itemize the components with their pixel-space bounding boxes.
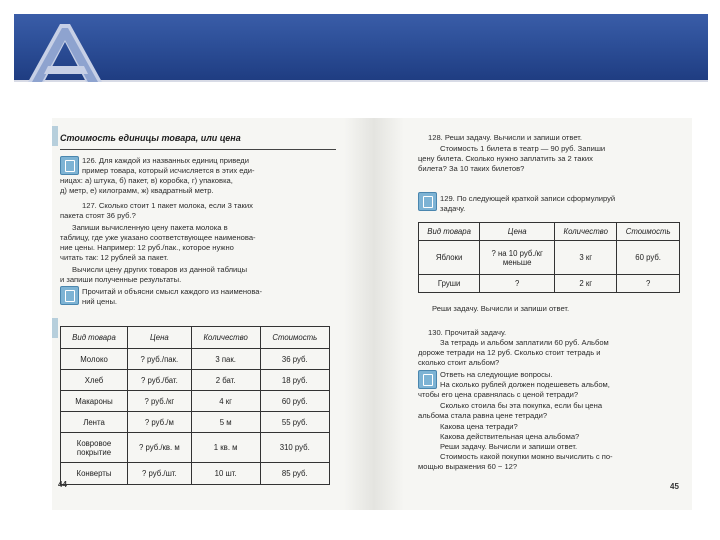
price-table <box>60 326 330 485</box>
table-row <box>61 463 330 485</box>
task-127-line: читать так: 12 рублей за пакет. <box>60 253 169 262</box>
cell: ? <box>617 275 680 293</box>
cell: Молоко <box>61 349 128 370</box>
task-127-line: ний цены. <box>82 297 118 306</box>
table-row <box>61 412 330 433</box>
margin-mark <box>52 126 58 146</box>
table-row <box>61 433 330 463</box>
cell: 1 кв. м <box>191 433 260 463</box>
task-130-line: альбома стала равна цене тетради? <box>418 411 548 420</box>
cell: Яблоки <box>419 241 480 275</box>
task-130-line: За тетрадь и альбом заплатили 60 руб. Альбом <box>440 338 609 347</box>
task-130-line: Реши задачу. Вычисли и запиши ответ. <box>440 442 578 451</box>
task-130-line: дороже тетради на 12 руб. Сколько стоит тетрадь и <box>418 348 601 357</box>
cell: 3 пак. <box>191 349 260 370</box>
cell: 2 бат. <box>191 370 260 391</box>
task-127-line: 127. Сколько стоит 1 пакет молока, если 3 таких <box>82 201 253 210</box>
task-127-line: таблицу, где уже указано соответствующее наименова- <box>60 233 256 242</box>
task-128-line: 128. Реши задачу. Вычисли и запиши ответ. <box>428 133 583 142</box>
column-header: Вид товара <box>61 327 128 349</box>
cell: Груши <box>419 275 480 293</box>
table-row <box>61 349 330 370</box>
discuss-icon <box>60 286 79 305</box>
task-129-line: 129. По следующей краткой записи сформулируй <box>440 194 616 203</box>
header-banner <box>0 0 720 84</box>
column-header: Стоимость <box>617 223 680 241</box>
cell: 18 руб. <box>260 370 329 391</box>
question-icon <box>418 370 437 389</box>
cell: ? руб./шт. <box>128 463 192 485</box>
task-126-line: 126. Для каждой из названных единиц приведи <box>82 156 249 165</box>
cell: Конверты <box>61 463 128 485</box>
cell: Макароны <box>61 391 128 412</box>
cell: 3 кг <box>555 241 617 275</box>
column-header: Цена <box>480 223 555 241</box>
cell: ? на 10 руб./кг меньше <box>480 241 555 275</box>
cell: ? руб./пак. <box>128 349 192 370</box>
table-row <box>419 275 680 293</box>
task-130-line: Какова действительная цена альбома? <box>440 432 580 441</box>
table-row <box>61 391 330 412</box>
task-129-line: задачу. <box>440 204 466 213</box>
table-row <box>419 241 680 275</box>
table-row <box>61 370 330 391</box>
section-title: Стоимость единицы товара, или цена <box>60 133 241 143</box>
task-127-line: Прочитай и объясни смысл каждого из наименова- <box>82 287 263 296</box>
cell: ? <box>480 275 555 293</box>
column-header: Количество <box>555 223 617 241</box>
column-header: Цена <box>128 327 192 349</box>
task-127-line: и запиши полученные результаты. <box>60 275 182 284</box>
apples-pears-table <box>418 222 680 293</box>
task-130-line: Ответь на следующие вопросы. <box>440 370 553 379</box>
task-126-line: ницах: а) штука, б) пакет, в) коробка, г) упаковка, <box>60 176 233 185</box>
task-126-line: пример товара, который исчисляется в этих еди- <box>82 166 255 175</box>
task-icon <box>418 192 437 211</box>
cell: 10 шт. <box>191 463 260 485</box>
cell: ? руб./бат. <box>128 370 192 391</box>
task-130-line: чтобы его цена сравнялась с ценой тетради? <box>418 390 579 399</box>
task-126-line: д) метр, е) килограмм, ж) квадратный метр. <box>60 186 214 195</box>
cell: Хлеб <box>61 370 128 391</box>
task-127-line: Вычисли цену других товаров из данной таблицы <box>72 265 248 274</box>
task-128-line: цену билета. Сколько нужно заплатить за 2 таких <box>418 154 593 163</box>
task-130-line: 130. Прочитай задачу. <box>428 328 507 337</box>
cell: 36 руб. <box>260 349 329 370</box>
cell: 85 руб. <box>260 463 329 485</box>
cell: 60 руб. <box>617 241 680 275</box>
textbook-page-right <box>404 118 692 510</box>
cell: 310 руб. <box>260 433 329 463</box>
task-icon <box>60 156 79 175</box>
banner-bar <box>14 14 708 82</box>
task-130-line: мощью выражения 60 − 12? <box>418 462 518 471</box>
cell: Лента <box>61 412 128 433</box>
task-130-line: Стоимость какой покупки можно вычислить с по- <box>440 452 613 461</box>
task-127-line: Запиши вычисленную цену пакета молока в <box>72 223 228 232</box>
cell: ? руб./кг <box>128 391 192 412</box>
margin-mark <box>52 318 58 338</box>
page-number: 44 <box>58 480 67 489</box>
cell: 5 м <box>191 412 260 433</box>
heading-rule <box>60 149 336 150</box>
task-129-instruction: Реши задачу. Вычисли и запиши ответ. <box>432 304 570 313</box>
task-130-line: Какова цена тетради? <box>440 422 518 431</box>
task-130-line: сколько стоит альбом? <box>418 358 500 367</box>
task-128-line: билета? За 10 таких билетов? <box>418 164 525 173</box>
page-number: 45 <box>670 482 679 491</box>
cell: 2 кг <box>555 275 617 293</box>
cell: ? руб./м <box>128 412 192 433</box>
task-130-line: На сколько рублей должен подешеветь альбом, <box>440 380 610 389</box>
book-fold <box>344 118 404 510</box>
task-127-line: ние цены. Например: 12 руб./пак., которое нужно <box>60 243 234 252</box>
task-128-line: Стоимость 1 билета в театр — 90 руб. Запиши <box>440 144 606 153</box>
column-header: Вид товара <box>419 223 480 241</box>
cell: 60 руб. <box>260 391 329 412</box>
task-127-line: пакета стоят 36 руб.? <box>60 211 136 220</box>
logo-a-icon <box>22 20 108 84</box>
task-130-line: Сколько стоила бы эта покупка, если бы цена <box>440 401 603 410</box>
cell: ? руб./кв. м <box>128 433 192 463</box>
column-header: Количество <box>191 327 260 349</box>
textbook-page-left <box>52 118 344 510</box>
cell: 4 кг <box>191 391 260 412</box>
column-header: Стоимость <box>260 327 329 349</box>
cell: 55 руб. <box>260 412 329 433</box>
cell: Ковровое покрытие <box>61 433 128 463</box>
